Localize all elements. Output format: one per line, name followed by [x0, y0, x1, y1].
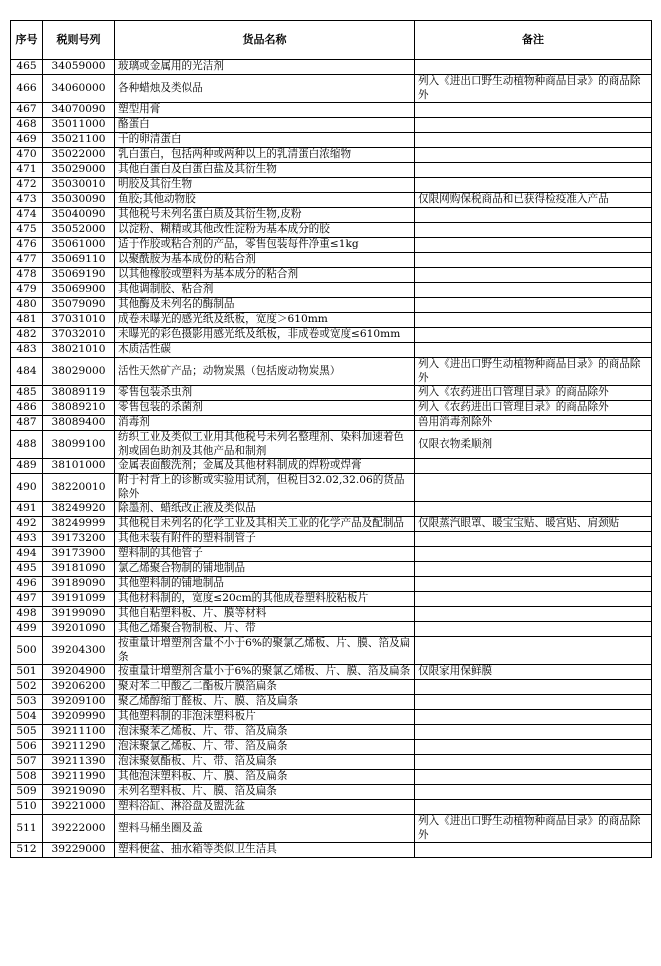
serial-cell: 478 [11, 268, 43, 283]
goods-name-cell: 木质活性碳 [115, 343, 415, 358]
tariff-code-cell: 38249999 [43, 517, 115, 532]
goods-name-cell: 其他酶及未列名的酶制品 [115, 298, 415, 313]
table-row [11, 253, 652, 268]
table-row [11, 770, 652, 785]
remarks-cell [415, 577, 652, 592]
table-row [11, 517, 652, 532]
remarks-cell [415, 755, 652, 770]
table-row [11, 268, 652, 283]
goods-name-cell: 以其他橡胶或塑料为基本成分的粘合剂 [115, 268, 415, 283]
tariff-code-cell: 35011000 [43, 118, 115, 133]
table-row [11, 343, 652, 358]
goods-name-cell: 塑料制的其他管子 [115, 547, 415, 562]
goods-name-cell: 按重量计增塑剂含量不小于6%的聚氯乙烯板、片、膜、箔及扁条 [115, 637, 415, 665]
serial-cell: 510 [11, 800, 43, 815]
table-row [11, 298, 652, 313]
tariff-code-cell: 39211290 [43, 740, 115, 755]
tariff-code-cell: 39199090 [43, 607, 115, 622]
tariff-code-cell: 35030090 [43, 193, 115, 208]
table-row [11, 328, 652, 343]
remarks-cell: 仅限衣物柔顺剂 [415, 431, 652, 459]
remarks-cell [415, 268, 652, 283]
table-row [11, 740, 652, 755]
serial-cell: 501 [11, 665, 43, 680]
remarks-cell: 列入《农药进出口管理目录》的商品除外 [415, 386, 652, 401]
table-row [11, 431, 652, 459]
goods-name-cell: 其他泡沫塑料板、片、膜、箔及扁条 [115, 770, 415, 785]
goods-name-cell: 其他未装有附件的塑料制管子 [115, 532, 415, 547]
remarks-cell [415, 343, 652, 358]
table-row [11, 416, 652, 431]
goods-name-cell: 其他税目未列名的化学工业及其相关工业的化学产品及配制品 [115, 517, 415, 532]
remarks-cell [415, 622, 652, 637]
tariff-code-cell: 35069190 [43, 268, 115, 283]
goods-name-cell: 未曝光的彩色摄影用感光纸及纸板，非成卷或宽度≤610mm [115, 328, 415, 343]
tariff-code-cell: 35079090 [43, 298, 115, 313]
serial-cell: 494 [11, 547, 43, 562]
table-row [11, 148, 652, 163]
goods-name-cell: 鱼胶;其他动物胶 [115, 193, 415, 208]
goods-name-cell: 其他塑料制的非泡沫塑料板片 [115, 710, 415, 725]
serial-cell: 493 [11, 532, 43, 547]
serial-cell: 469 [11, 133, 43, 148]
table-row [11, 60, 652, 75]
tariff-code-cell: 39221000 [43, 800, 115, 815]
table-row [11, 313, 652, 328]
remarks-cell: 仅限家用保鲜膜 [415, 665, 652, 680]
serial-cell: 502 [11, 680, 43, 695]
serial-cell: 470 [11, 148, 43, 163]
serial-cell: 471 [11, 163, 43, 178]
goods-name-cell: 泡沫聚氨酯板、片、带、箔及扁条 [115, 755, 415, 770]
remarks-cell [415, 208, 652, 223]
remarks-cell [415, 298, 652, 313]
remarks-cell [415, 313, 652, 328]
remarks-cell [415, 148, 652, 163]
remarks-cell [415, 238, 652, 253]
table-row [11, 223, 652, 238]
remarks-cell [415, 459, 652, 474]
table-row [11, 577, 652, 592]
serial-cell: 480 [11, 298, 43, 313]
serial-cell: 503 [11, 695, 43, 710]
tariff-code-cell: 39211100 [43, 725, 115, 740]
table-row [11, 502, 652, 517]
goods-name-cell: 其他调制胶、粘合剂 [115, 283, 415, 298]
tariff-code-cell: 39209100 [43, 695, 115, 710]
serial-cell: 498 [11, 607, 43, 622]
table-row [11, 607, 652, 622]
header-tariff-code: 税则号列 [43, 21, 115, 60]
tariff-code-cell: 39211390 [43, 755, 115, 770]
goods-name-cell: 消毒剂 [115, 416, 415, 431]
tariff-code-cell: 39219090 [43, 785, 115, 800]
table-row [11, 547, 652, 562]
table-row [11, 459, 652, 474]
tariff-code-cell: 35022000 [43, 148, 115, 163]
remarks-cell [415, 328, 652, 343]
goods-name-cell: 其他材料制的，宽度≤20cm的其他成卷塑料胶粘板片 [115, 592, 415, 607]
table-row [11, 755, 652, 770]
remarks-cell: 列入《进出口野生动植物种商品目录》的商品除外 [415, 75, 652, 103]
tariff-code-cell: 38029000 [43, 358, 115, 386]
serial-cell: 473 [11, 193, 43, 208]
remarks-cell: 列入《进出口野生动植物种商品目录》的商品除外 [415, 358, 652, 386]
table-row [11, 532, 652, 547]
header-serial: 序号 [11, 21, 43, 60]
serial-cell: 476 [11, 238, 43, 253]
remarks-cell [415, 562, 652, 577]
goods-name-cell: 玻璃或金属用的光洁剂 [115, 60, 415, 75]
table-row [11, 178, 652, 193]
table-row [11, 401, 652, 416]
table-row [11, 75, 652, 103]
header-goods-name: 货品名称 [115, 21, 415, 60]
goods-name-cell: 其他白蛋白及白蛋白盐及其衍生物 [115, 163, 415, 178]
goods-name-cell: 明胶及其衍生物 [115, 178, 415, 193]
remarks-cell [415, 710, 652, 725]
table-row [11, 238, 652, 253]
table-row [11, 208, 652, 223]
remarks-cell [415, 60, 652, 75]
tariff-code-cell: 37031010 [43, 313, 115, 328]
table-row [11, 785, 652, 800]
serial-cell: 475 [11, 223, 43, 238]
goods-name-cell: 未列名塑料板、片、膜、箔及扁条 [115, 785, 415, 800]
table-row [11, 133, 652, 148]
tariff-code-cell: 35029000 [43, 163, 115, 178]
serial-cell: 506 [11, 740, 43, 755]
table-row [11, 680, 652, 695]
goods-name-cell: 除墨剂、蜡纸改正液及类似品 [115, 502, 415, 517]
serial-cell: 466 [11, 75, 43, 103]
tariff-code-cell: 35040090 [43, 208, 115, 223]
table-row [11, 474, 652, 502]
tariff-code-cell: 38089400 [43, 416, 115, 431]
table-row [11, 283, 652, 298]
tariff-code-cell: 38099100 [43, 431, 115, 459]
serial-cell: 508 [11, 770, 43, 785]
table-row [11, 800, 652, 815]
serial-cell: 486 [11, 401, 43, 416]
goods-name-cell: 聚乙烯醇缩丁醛板、片、膜、箔及扁条 [115, 695, 415, 710]
remarks-cell [415, 785, 652, 800]
serial-cell: 484 [11, 358, 43, 386]
goods-name-cell: 其他塑料制的铺地制品 [115, 577, 415, 592]
remarks-cell [415, 695, 652, 710]
goods-name-cell: 塑料便盆、抽水箱等类似卫生洁具 [115, 843, 415, 858]
serial-cell: 490 [11, 474, 43, 502]
remarks-cell [415, 474, 652, 502]
remarks-cell [415, 253, 652, 268]
serial-cell: 489 [11, 459, 43, 474]
remarks-cell: 列入《进出口野生动植物种商品目录》的商品除外 [415, 815, 652, 843]
serial-cell: 497 [11, 592, 43, 607]
goods-name-cell: 泡沫聚氯乙烯板、片、带、箔及扁条 [115, 740, 415, 755]
remarks-cell [415, 843, 652, 858]
tariff-code-cell: 39181090 [43, 562, 115, 577]
tariff-code-cell: 38249920 [43, 502, 115, 517]
serial-cell: 468 [11, 118, 43, 133]
table-row [11, 665, 652, 680]
table-row [11, 193, 652, 208]
tariff-code-cell: 35069900 [43, 283, 115, 298]
serial-cell: 488 [11, 431, 43, 459]
goods-name-cell: 金属表面酸洗剂；金属及其他材料制成的焊粉或焊膏 [115, 459, 415, 474]
goods-name-cell: 附于衬背上的诊断或实验用试剂，但税目32.02,32.06的货品除外 [115, 474, 415, 502]
serial-cell: 474 [11, 208, 43, 223]
serial-cell: 479 [11, 283, 43, 298]
remarks-cell: 兽用消毒剂除外 [415, 416, 652, 431]
remarks-cell [415, 800, 652, 815]
serial-cell: 499 [11, 622, 43, 637]
goods-name-cell: 成卷未曝光的感光纸及纸板，宽度＞610mm [115, 313, 415, 328]
table-row [11, 622, 652, 637]
goods-table [10, 20, 652, 858]
serial-cell: 492 [11, 517, 43, 532]
remarks-cell [415, 118, 652, 133]
goods-name-cell: 其他税号未列名蛋白质及其衍生物,皮粉 [115, 208, 415, 223]
remarks-cell [415, 592, 652, 607]
goods-name-cell: 纺织工业及类似工业用其他税号未列名整理剂、染料加速着色剂或固色助剂及其他产品和制剂 [115, 431, 415, 459]
goods-name-cell: 干的卵清蛋白 [115, 133, 415, 148]
serial-cell: 500 [11, 637, 43, 665]
serial-cell: 496 [11, 577, 43, 592]
goods-name-cell: 塑料马桶坐圈及盖 [115, 815, 415, 843]
remarks-cell [415, 725, 652, 740]
remarks-cell [415, 163, 652, 178]
table-row [11, 163, 652, 178]
tariff-code-cell: 39204900 [43, 665, 115, 680]
tariff-code-cell: 34070090 [43, 103, 115, 118]
serial-cell: 483 [11, 343, 43, 358]
table-row [11, 637, 652, 665]
goods-name-cell: 塑料浴缸、淋浴盘及盥洗盆 [115, 800, 415, 815]
goods-name-cell: 按重量计增塑剂含量小于6%的聚氯乙烯板、片、膜、箔及扁条 [115, 665, 415, 680]
remarks-cell [415, 223, 652, 238]
tariff-code-cell: 39201090 [43, 622, 115, 637]
tariff-code-cell: 38089119 [43, 386, 115, 401]
tariff-code-cell: 34060000 [43, 75, 115, 103]
goods-name-cell: 其他自粘塑料板、片、膜等材料 [115, 607, 415, 622]
tariff-code-cell: 38101000 [43, 459, 115, 474]
goods-name-cell: 其他乙烯聚合物制板、片、带 [115, 622, 415, 637]
goods-name-cell: 乳白蛋白，包括两种或两种以上的乳清蛋白浓缩物 [115, 148, 415, 163]
tariff-code-cell: 39209990 [43, 710, 115, 725]
tariff-code-cell: 39189090 [43, 577, 115, 592]
remarks-cell [415, 283, 652, 298]
serial-cell: 487 [11, 416, 43, 431]
tariff-code-cell: 38089210 [43, 401, 115, 416]
goods-name-cell: 零售包装杀虫剂 [115, 386, 415, 401]
remarks-cell [415, 133, 652, 148]
tariff-code-cell: 34059000 [43, 60, 115, 75]
serial-cell: 511 [11, 815, 43, 843]
tariff-code-cell: 35069110 [43, 253, 115, 268]
goods-name-cell: 聚对苯二甲酸乙二酯板片膜箔扁条 [115, 680, 415, 695]
tariff-code-cell: 39204300 [43, 637, 115, 665]
goods-name-cell: 酪蛋白 [115, 118, 415, 133]
goods-name-cell: 塑型用膏 [115, 103, 415, 118]
serial-cell: 472 [11, 178, 43, 193]
header-remarks: 备注 [415, 21, 652, 60]
table-row [11, 118, 652, 133]
serial-cell: 467 [11, 103, 43, 118]
table-header-row [11, 21, 652, 60]
remarks-cell: 列入《农药进出口管理目录》的商品除外 [415, 401, 652, 416]
tariff-code-cell: 38220010 [43, 474, 115, 502]
tariff-code-cell: 39191099 [43, 592, 115, 607]
table-row [11, 815, 652, 843]
serial-cell: 465 [11, 60, 43, 75]
tariff-code-cell: 38021010 [43, 343, 115, 358]
serial-cell: 477 [11, 253, 43, 268]
table-row [11, 695, 652, 710]
table-row [11, 710, 652, 725]
serial-cell: 485 [11, 386, 43, 401]
serial-cell: 509 [11, 785, 43, 800]
remarks-cell [415, 103, 652, 118]
serial-cell: 491 [11, 502, 43, 517]
table-row [11, 562, 652, 577]
tariff-code-cell: 35061000 [43, 238, 115, 253]
table-row [11, 103, 652, 118]
goods-name-cell: 各种蜡烛及类似品 [115, 75, 415, 103]
table-row [11, 386, 652, 401]
serial-cell: 507 [11, 755, 43, 770]
goods-name-cell: 活性天然矿产品；动物炭黑（包括废动物炭黑） [115, 358, 415, 386]
goods-name-cell: 适于作胶或粘合剂的产品，零售包装每件净重≤1kg [115, 238, 415, 253]
remarks-cell [415, 770, 652, 785]
table-row [11, 358, 652, 386]
serial-cell: 495 [11, 562, 43, 577]
tariff-code-cell: 39229000 [43, 843, 115, 858]
tariff-code-cell: 39173200 [43, 532, 115, 547]
table-body [11, 60, 652, 858]
tariff-code-cell: 35052000 [43, 223, 115, 238]
remarks-cell [415, 532, 652, 547]
remarks-cell [415, 740, 652, 755]
goods-name-cell: 氯乙烯聚合物制的铺地制品 [115, 562, 415, 577]
remarks-cell [415, 178, 652, 193]
serial-cell: 481 [11, 313, 43, 328]
tariff-code-cell: 39206200 [43, 680, 115, 695]
serial-cell: 512 [11, 843, 43, 858]
tariff-code-cell: 39173900 [43, 547, 115, 562]
remarks-cell [415, 547, 652, 562]
serial-cell: 505 [11, 725, 43, 740]
tariff-code-cell: 35021100 [43, 133, 115, 148]
remarks-cell [415, 637, 652, 665]
serial-cell: 504 [11, 710, 43, 725]
serial-cell: 482 [11, 328, 43, 343]
tariff-code-cell: 39222000 [43, 815, 115, 843]
goods-name-cell: 以聚酰胺为基本成份的粘合剂 [115, 253, 415, 268]
tariff-code-cell: 39211990 [43, 770, 115, 785]
goods-name-cell: 以淀粉、糊精或其他改性淀粉为基本成分的胶 [115, 223, 415, 238]
remarks-cell: 仅限网购保税商品和已获得检疫准入产品 [415, 193, 652, 208]
tariff-code-cell: 35030010 [43, 178, 115, 193]
goods-name-cell: 零售包装的杀菌剂 [115, 401, 415, 416]
table-row [11, 843, 652, 858]
tariff-code-cell: 37032010 [43, 328, 115, 343]
table-row [11, 592, 652, 607]
remarks-cell [415, 502, 652, 517]
remarks-cell [415, 607, 652, 622]
remarks-cell [415, 680, 652, 695]
remarks-cell: 仅限蒸汽眼罩、暖宝宝贴、暖宫贴、肩颈贴 [415, 517, 652, 532]
table-row [11, 725, 652, 740]
goods-name-cell: 泡沫聚苯乙烯板、片、带、箔及扁条 [115, 725, 415, 740]
